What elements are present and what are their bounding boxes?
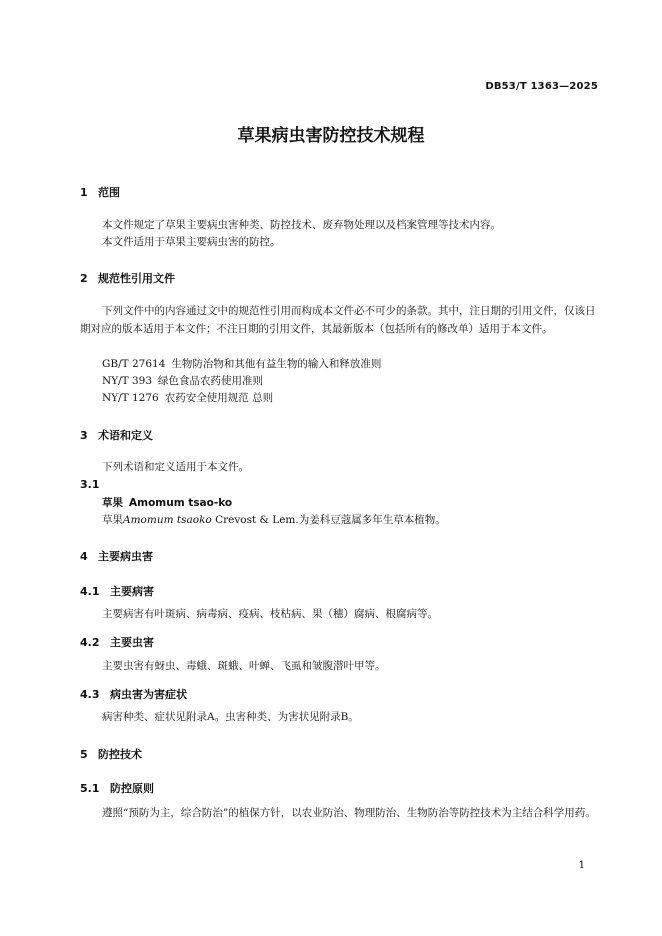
subsection-4-3-paragraph: 病害种类、症状见附录A。虫害种类、为害状见附录B。: [102, 711, 359, 723]
section-5-heading: [80, 746, 142, 762]
section-title: 范围: [98, 186, 120, 199]
page-number: 1: [578, 860, 585, 871]
subsection-title: 主要病害: [110, 585, 154, 598]
reference-code: NY/T 1276: [102, 392, 159, 404]
subsection-4-1-heading: [80, 583, 154, 599]
section-title: 规范性引用文件: [98, 272, 175, 285]
definition-text: Crevost & Lem.为姜科豆蔻属多年生草本植物。: [211, 514, 446, 526]
reference-name: 生物防治物和其他有益生物的输入和释放准则: [171, 358, 382, 370]
subsection-4-3-heading: [80, 686, 187, 702]
section-2-paragraph-1: 下列文件中的内容通过文中的规范性引用而构成本文件必不可少的条款。其中，注日期的引用文件，仅该日期对应的版本适用于本文件；不注日期的引用文件，其最新版本（包括所有的修改单）适用于本文件。: [80, 305, 596, 335]
section-2-heading: [80, 270, 175, 286]
subsection-5-1-heading: [80, 780, 154, 796]
section-number: 3: [80, 429, 88, 442]
section-title: 术语和定义: [98, 429, 153, 442]
document-title: 草果病虫害防控技术规程: [237, 126, 425, 146]
section-3-heading: [80, 427, 153, 443]
section-3-paragraph-1: 下列术语和定义适用于本文件。: [102, 461, 249, 473]
subsection-number: 4.1: [80, 585, 100, 598]
subsection-5-1-paragraph: 遵照“预防为主，综合防治”的植保方针，以农业防治、物理防治、生物防治等防控技术为主结合科学用药。: [102, 807, 596, 819]
subsection-4-2-heading: [80, 634, 154, 650]
reference-code: GB/T 27614: [102, 358, 166, 370]
section-1-heading: [80, 184, 120, 200]
term-definition: [102, 512, 446, 527]
document-code: DB53/T 1363—2025: [485, 81, 598, 92]
definition-chinese-name: 草果: [102, 514, 123, 526]
section-number: 1: [80, 186, 88, 199]
subsection-number: 4.2: [80, 636, 100, 649]
reference-code: NY/T 393: [102, 375, 153, 387]
section-1-paragraph-1: 本文件规定了草果主要病虫害种类、防控技术、废弃物处理以及档案管理等技术内容。: [102, 219, 501, 231]
definition-latin-name: Amomum tsaoko: [123, 514, 212, 526]
subsection-number: 5.1: [80, 782, 100, 795]
reference-item: [102, 356, 381, 371]
section-title: 主要病虫害: [98, 550, 153, 563]
term-english: Amomum tsao-ko: [129, 497, 233, 509]
reference-name: 绿色食品农药使用准则: [158, 375, 264, 387]
reference-item: [102, 373, 263, 388]
section-4-heading: [80, 548, 153, 564]
reference-name: 农药安全使用规范 总则: [164, 392, 274, 404]
subsection-4-1-paragraph: 主要病害有叶斑病、病毒病、疫病、枝枯病、果（穗）腐病、根腐病等。: [102, 608, 438, 620]
section-1-paragraph-2: 本文件适用于草果主要病虫害的防控。: [102, 236, 281, 248]
subsection-4-2-paragraph: 主要虫害有蚜虫、毒蛾、斑蛾、叶蝉、飞虱和皱腹潜叶甲等。: [102, 660, 386, 672]
subsection-title: 主要虫害: [110, 636, 154, 649]
reference-item: [102, 390, 273, 405]
section-number: 4: [80, 550, 88, 563]
section-title: 防控技术: [98, 748, 142, 761]
term-heading: [102, 495, 232, 510]
subsection-title: 防控原则: [110, 782, 154, 795]
subsection-title: 病虫害为害症状: [110, 688, 187, 701]
term-chinese: 草果: [102, 497, 123, 509]
subsection-3-1-number: 3.1: [80, 478, 100, 491]
subsection-number: 4.3: [80, 688, 100, 701]
section-number: 2: [80, 272, 88, 285]
section-number: 5: [80, 748, 88, 761]
